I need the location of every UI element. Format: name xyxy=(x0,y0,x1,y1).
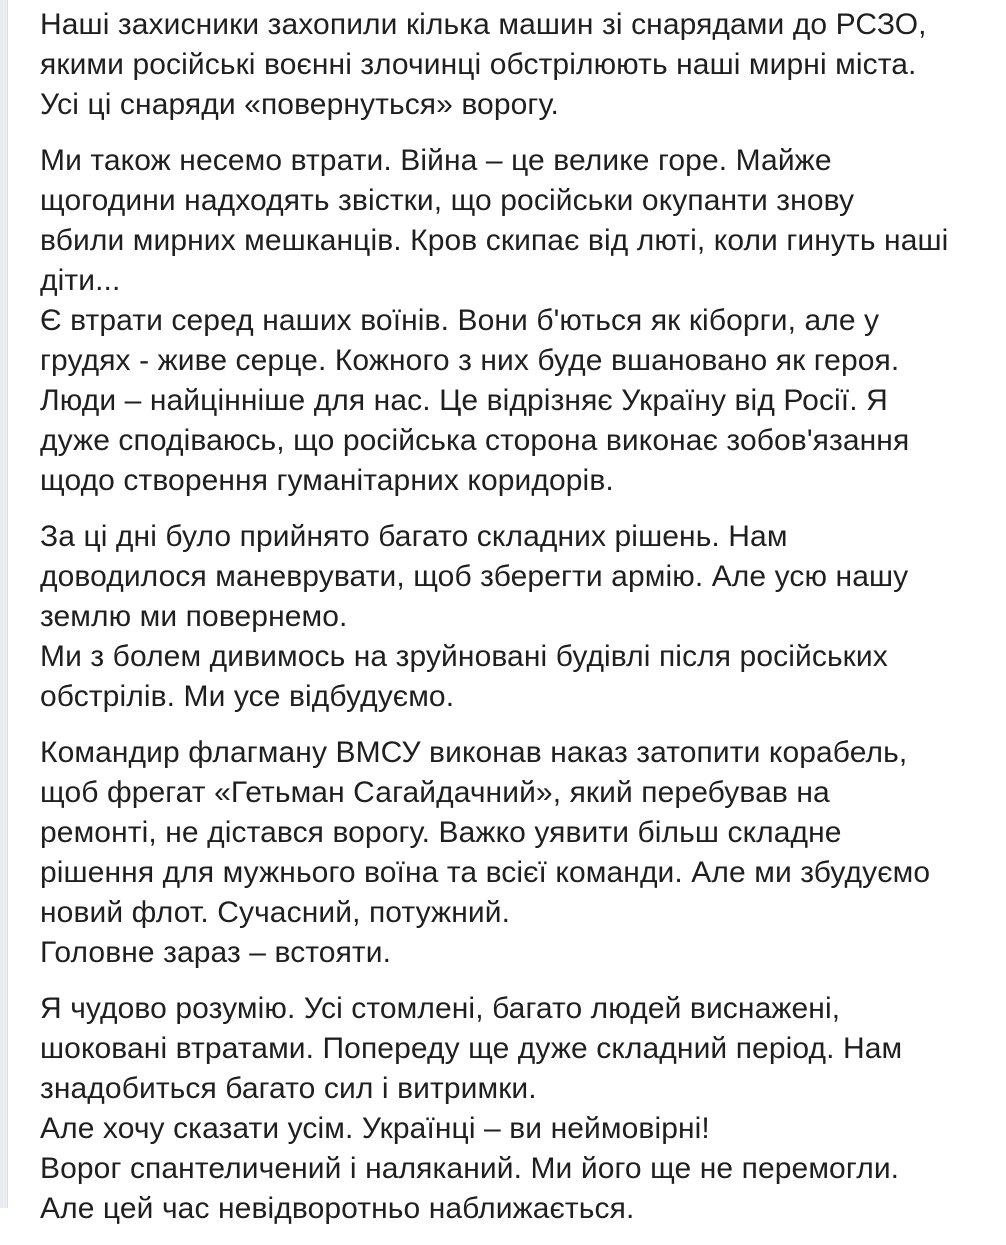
post-text-line: Є втрати серед наших воїнів. Вони б'ються як кіборги, але у xyxy=(40,304,880,337)
post-text-line: дуже сподіваюсь, що російська сторона виконає зобов'язання xyxy=(40,424,910,457)
post-text-line: землю ми повернемо. xyxy=(40,600,348,633)
post-text-line: Головне зараз – встояти. xyxy=(40,936,392,969)
post-text-line: Ми з болем дивимось на зруйновані будівлі після російських xyxy=(40,640,888,673)
post-text-line: Наші захисники захопили кілька машин зі снарядами до РСЗО, xyxy=(40,8,927,41)
post-text-line: діти... xyxy=(40,264,121,297)
post-text-line: Люди – найцінніше для нас. Це відрізняє Україну від Росії. Я xyxy=(40,384,888,417)
post-paragraph xyxy=(40,5,988,125)
post-text-line: якими російські воєнні злочинці обстрілюють наші мирні міста. xyxy=(40,48,917,81)
post-paragraph xyxy=(40,517,988,717)
post-text-line: Командир флагману ВМСУ виконав наказ затопити корабель, xyxy=(40,736,908,769)
post-text-line: знадобиться багато сил і витримки. xyxy=(40,1072,537,1105)
left-edge-stripe xyxy=(0,0,8,1208)
post-text-line: рішення для мужнього воїна та всієї команди. Але ми збудуємо xyxy=(40,856,931,889)
post-text-line: новий флот. Сучасний, потужний. xyxy=(40,896,511,929)
post-text-line: Але хочу сказати усім. Українці – ви неймовірні! xyxy=(40,1112,710,1145)
post-text-line: Ворог спантеличений і наляканий. Ми його ще не перемогли. xyxy=(40,1152,900,1185)
post-text-line: Ми також несемо втрати. Війна – це велике горе. Майже xyxy=(40,144,832,177)
post-text-body xyxy=(40,5,988,1245)
post-paragraph xyxy=(40,989,988,1229)
post-text-line: щодо створення гуманітарних коридорів. xyxy=(40,464,614,497)
post-text-line: За ці дні було прийнято багато складних рішень. Нам xyxy=(40,520,788,553)
post-text-line: ремонті, не дістався ворогу. Важко уявити більш складне xyxy=(40,816,842,849)
post-text-line: обстрілів. Ми усе відбудуємо. xyxy=(40,680,455,713)
post-text-line: шоковані втратами. Попереду ще дуже складний період. Нам xyxy=(40,1032,903,1065)
post-text-line: щогодини надходять звістки, що російськи окупанти знову xyxy=(40,184,855,217)
post-paragraph xyxy=(40,141,988,501)
post-text-line: грудях - живе серце. Кожного з них буде вшановано як героя. xyxy=(40,344,900,377)
post-text-line: Але цей час невідворотньо наближається. xyxy=(40,1192,635,1225)
post-text-line: доводилося маневрувати, щоб зберегти армію. Але усю нашу xyxy=(40,560,909,593)
post-text-line: Я чудово розумію. Усі стомлені, багато людей виснажені, xyxy=(40,992,841,1025)
post-text-line: щоб фрегат «Гетьман Сагайдачний», який перебував на xyxy=(40,776,830,809)
post-text-line: Усі ці снаряди «повернуться» ворогу. xyxy=(40,88,559,121)
post-paragraph xyxy=(40,733,988,973)
post-text-line: вбили мирних мешканців. Кров скипає від люті, коли гинуть наші xyxy=(40,224,949,257)
